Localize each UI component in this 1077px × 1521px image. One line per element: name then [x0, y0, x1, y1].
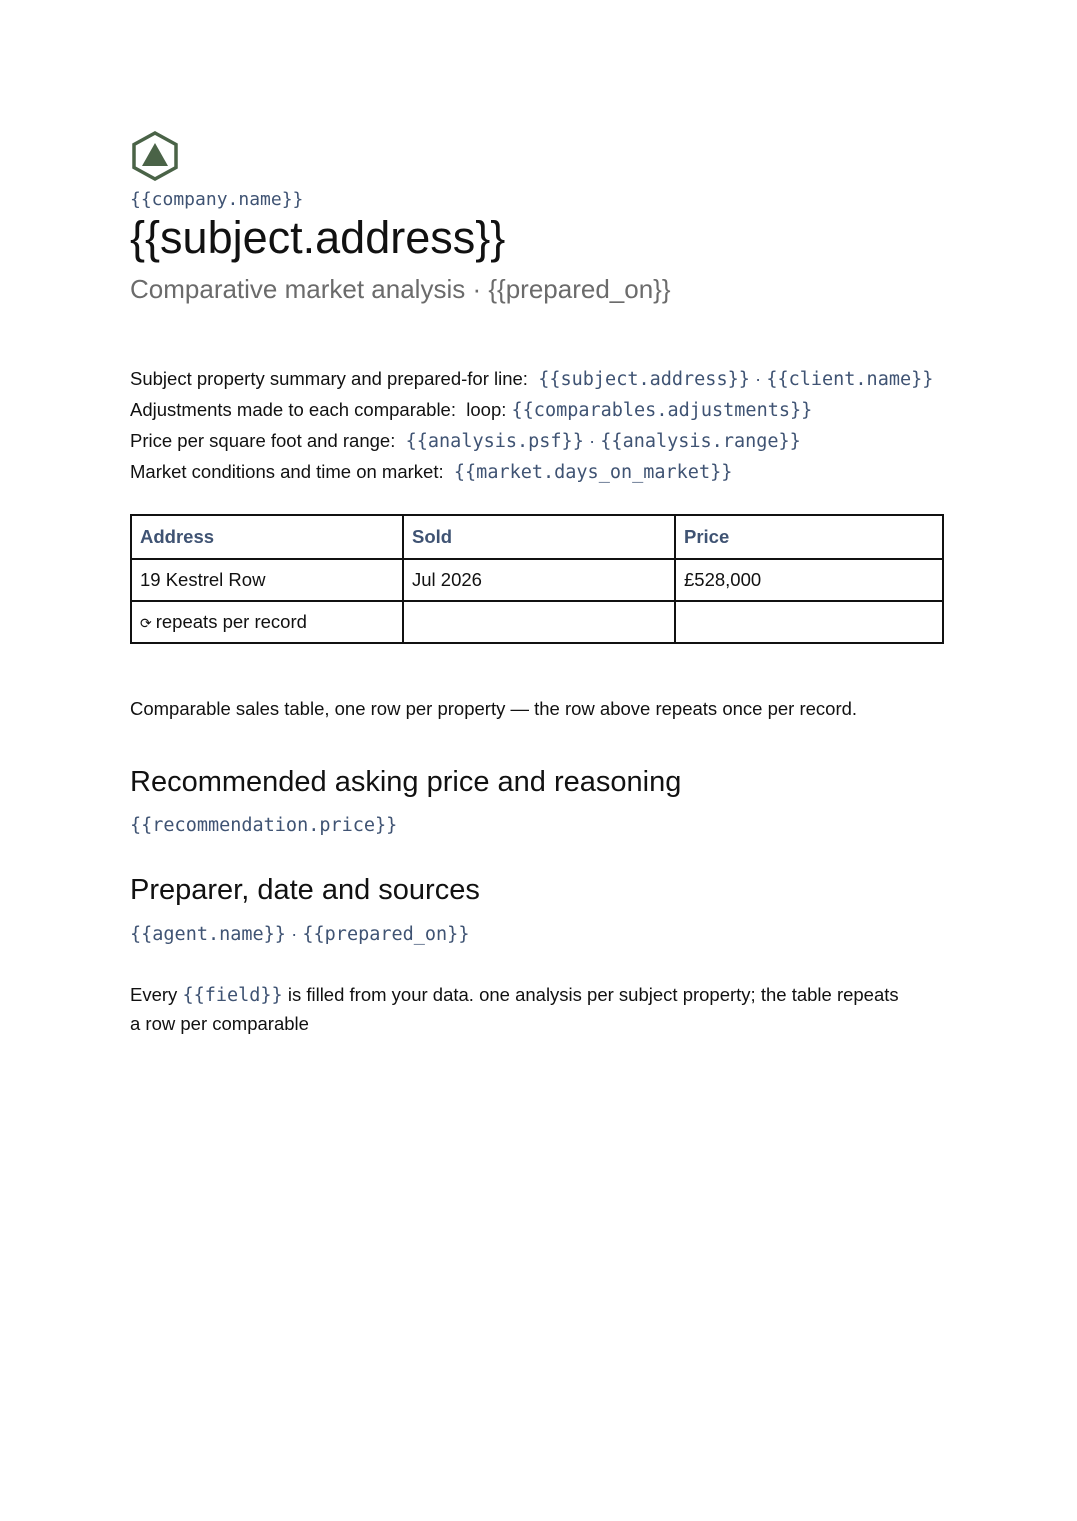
field-label: Adjustments made to each comparable: [130, 399, 456, 420]
field-placeholder: {{comparables.adjustments}} [511, 400, 813, 421]
field-placeholder: {{analysis.range}} [600, 431, 801, 452]
field-separator: · [291, 923, 298, 944]
recommendation-price-field: {{recommendation.price}} [130, 815, 398, 836]
column-header-address: Address [131, 515, 403, 559]
field-line-market [130, 457, 945, 488]
footer-text: is filled from your data. one analysis per subject property; the table repeats a row per comparable [130, 984, 899, 1034]
recommendation-heading: Recommended asking price and reasoning [130, 766, 682, 798]
field-placeholder: {{analysis.psf}} [405, 431, 584, 452]
field-label: Price per square foot and range: [130, 430, 396, 451]
company-logo-icon [130, 130, 180, 182]
page-title: {{subject.address}} [130, 212, 506, 263]
document-page [130, 130, 945, 1038]
page-subtitle: Comparative market analysis · {{prepared_on}} [130, 274, 671, 304]
field-label: Subject property summary and prepared-for line: [130, 368, 528, 389]
preparer-line [130, 923, 945, 945]
cell-sold: Jul 2026 [403, 559, 675, 601]
prepared-on-field: {{prepared_on}} [302, 924, 470, 945]
field-placeholder: {{subject.address}} [538, 369, 750, 390]
table-repeat-row [131, 601, 943, 643]
empty-cell [675, 601, 943, 643]
footer-note [130, 981, 910, 1038]
comparable-sales-table [130, 514, 944, 644]
field-prefix: loop: [466, 399, 507, 420]
field-line-adjustments [130, 395, 945, 426]
company-name-field: {{company.name}} [130, 189, 304, 210]
repeat-marker-cell [131, 601, 403, 643]
table-header-row [131, 515, 943, 559]
field-placeholder: {{client.name}} [766, 369, 934, 390]
cell-address: 19 Kestrel Row [131, 559, 403, 601]
field-label: Market conditions and time on market: [130, 461, 444, 482]
field-line-psf [130, 426, 945, 457]
table-note: Comparable sales table, one row per property — the row above repeats once per record. [130, 698, 858, 719]
column-header-sold: Sold [403, 515, 675, 559]
empty-cell [403, 601, 675, 643]
field-separator: · [588, 430, 596, 451]
preparer-heading: Preparer, date and sources [130, 874, 480, 906]
loop-icon: ⟳ [140, 615, 152, 631]
agent-name-field: {{agent.name}} [130, 924, 286, 945]
cell-price: £528,000 [675, 559, 943, 601]
table-row [131, 559, 943, 601]
repeat-label: repeats per record [155, 611, 307, 632]
footer-field-placeholder: {{field}} [182, 985, 283, 1006]
field-separator: · [755, 368, 762, 389]
field-placeholder: {{market.days_on_market}} [453, 462, 733, 483]
field-line-subject [130, 364, 945, 395]
field-list [130, 364, 945, 488]
column-header-price: Price [675, 515, 943, 559]
footer-text: Every [130, 984, 178, 1005]
